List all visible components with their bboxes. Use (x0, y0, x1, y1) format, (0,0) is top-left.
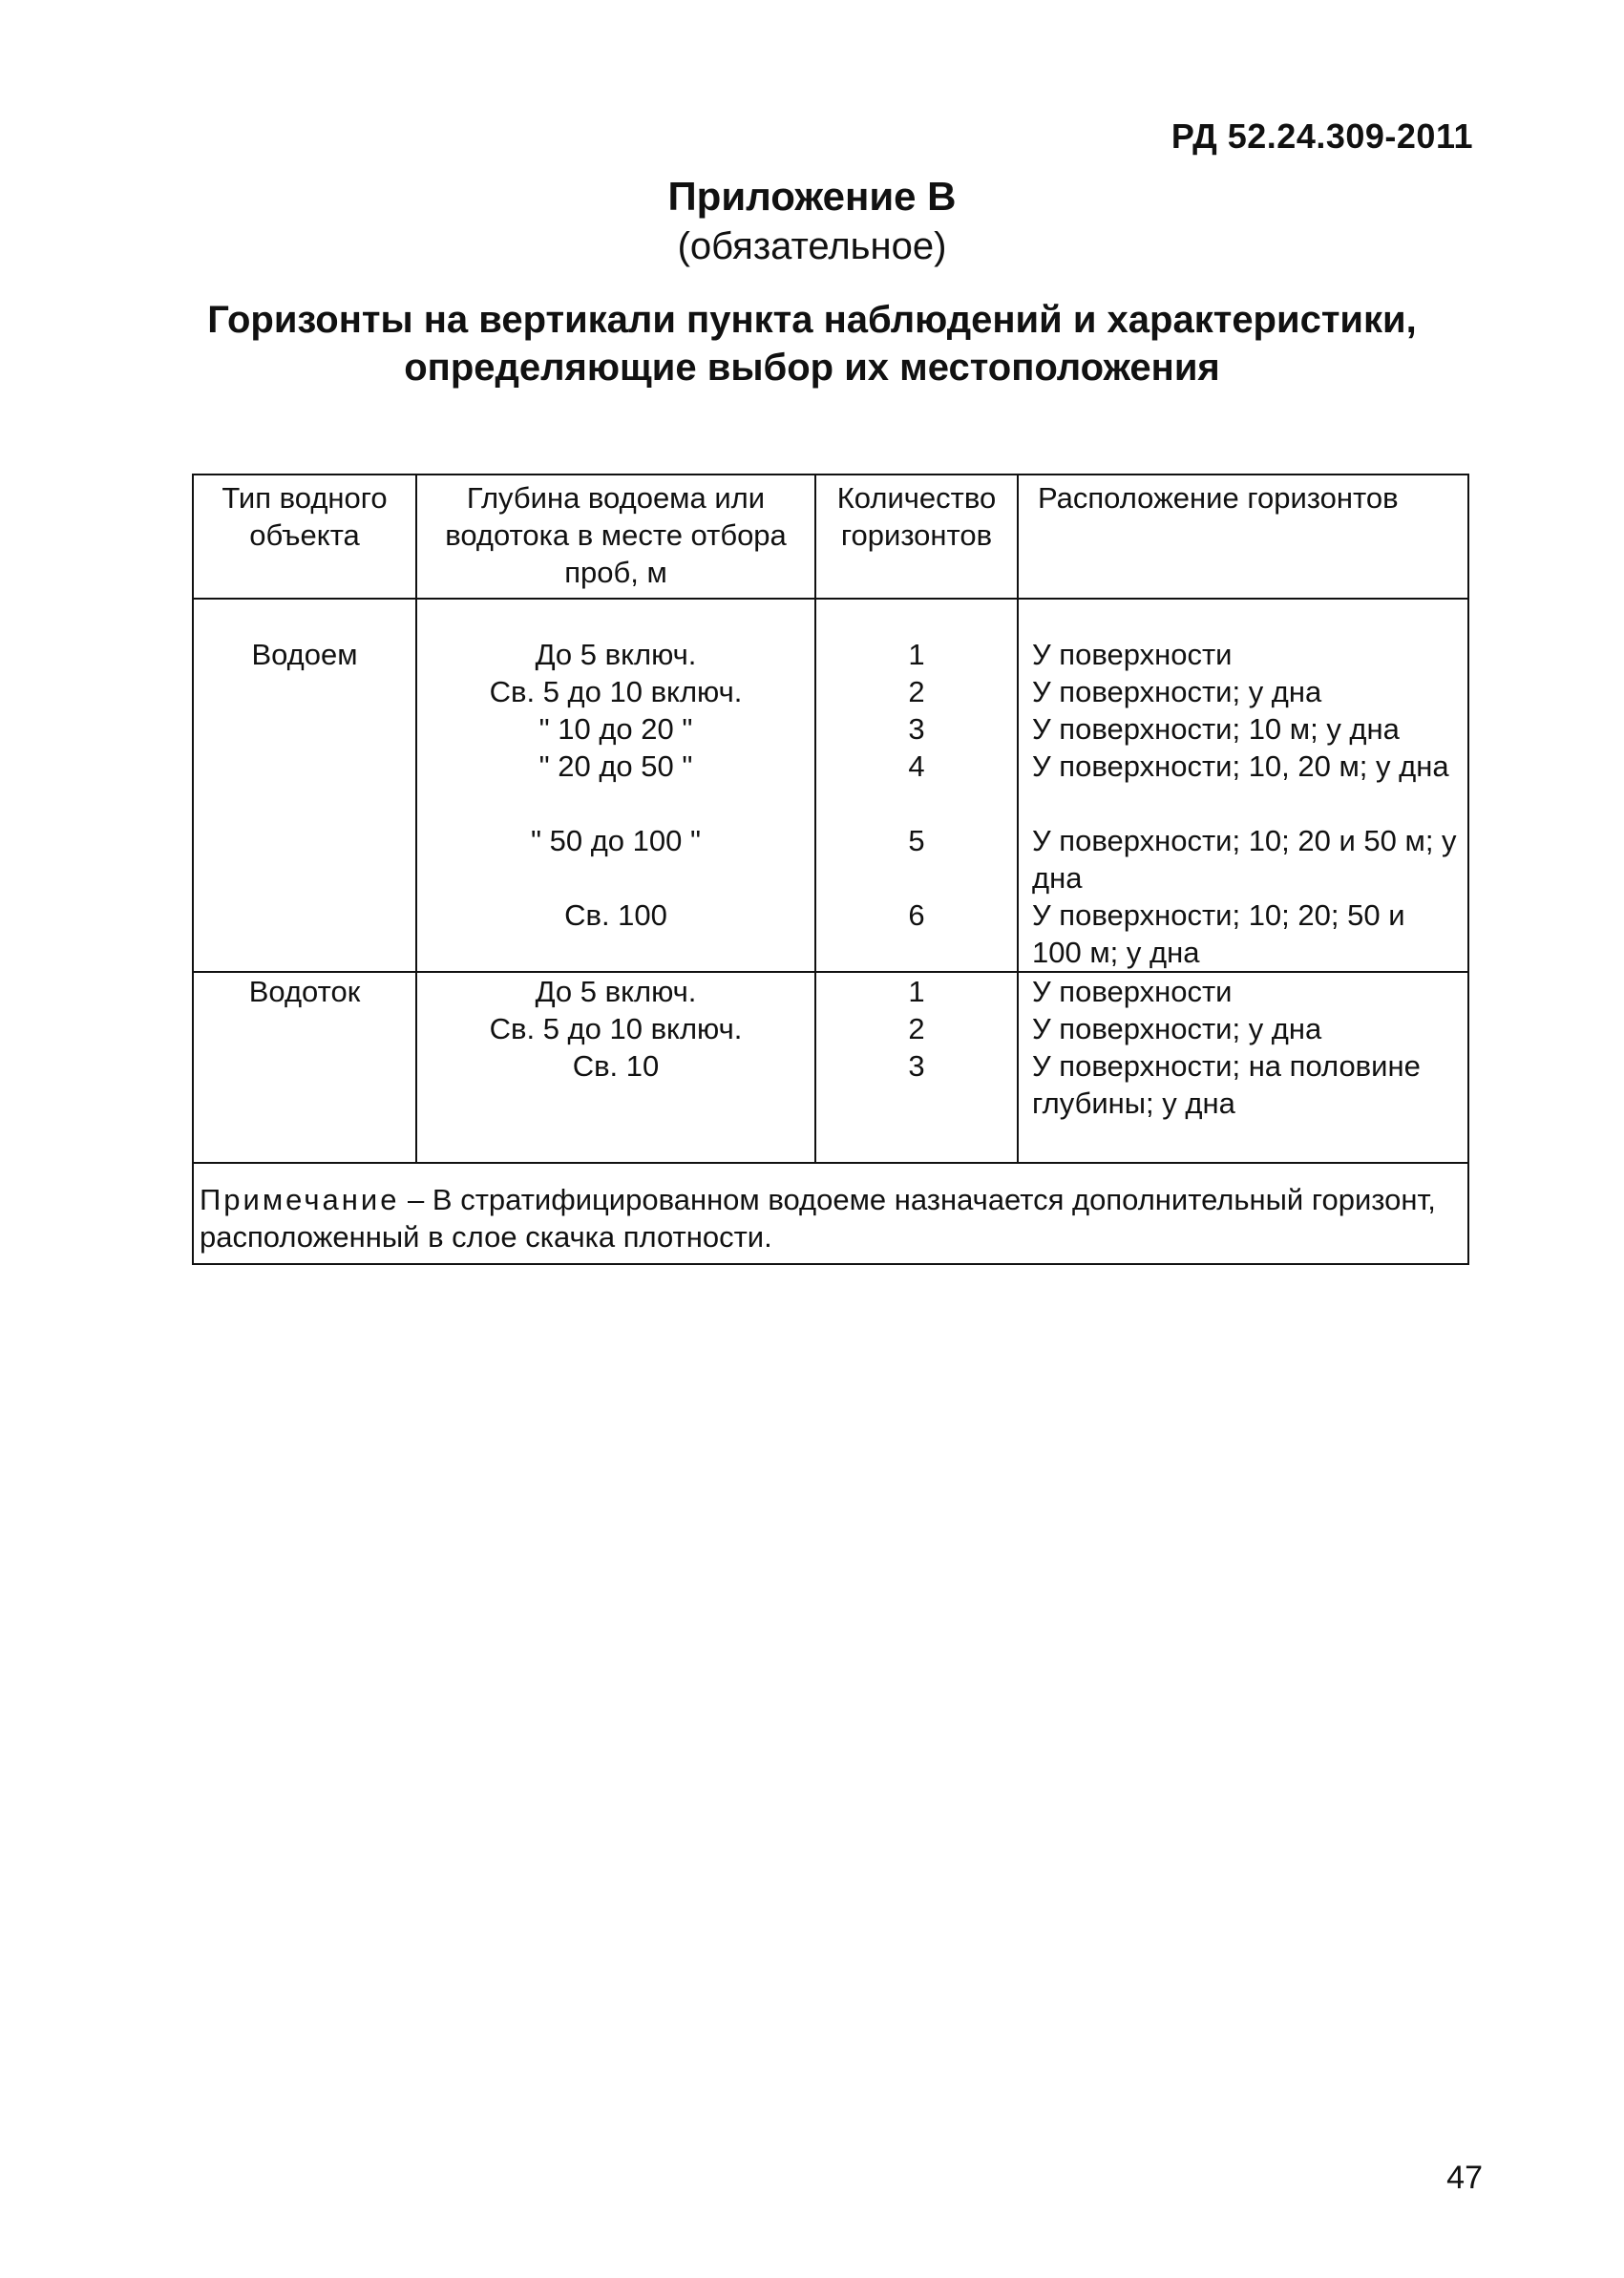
depth-value: " 50 до 100 " (531, 824, 701, 857)
water-body-type: Водоток (193, 972, 416, 1163)
page-number: 47 (1446, 2160, 1483, 2196)
count-value: 4 (908, 749, 925, 783)
location-cell (1018, 599, 1468, 972)
depth-cell (416, 599, 815, 972)
count-value: 2 (908, 1012, 925, 1045)
table-note-row (193, 1163, 1468, 1264)
location-value: У поверхности; у дна (1032, 675, 1322, 708)
location-value: У поверхности (1032, 638, 1233, 671)
location-value: У поверхности; 10; 20 и 50 м; у дна (1032, 824, 1457, 895)
depth-value: Св. 5 до 10 включ. (489, 675, 743, 708)
location-value: У поверхности; на половине глубины; у дна (1032, 1049, 1421, 1120)
header-type: Тип водного объекта (193, 475, 416, 599)
note-text: – В стратифицированном водоеме назначается дополнительный горизонт, расположенный в слое скачка плотности. (200, 1183, 1436, 1254)
location-value: У поверхности; 10 м; у дна (1032, 712, 1400, 746)
count-value: 1 (908, 638, 925, 671)
appendix-status: (обязательное) (677, 225, 947, 267)
horizons-table (192, 474, 1469, 1265)
count-value: 6 (908, 898, 925, 932)
count-cell (815, 972, 1018, 1163)
table-title (143, 296, 1481, 391)
depth-value: Св. 10 (572, 1049, 660, 1083)
count-value: 5 (908, 824, 925, 857)
count-value: 3 (908, 1049, 925, 1083)
count-cell (815, 599, 1018, 972)
depth-value: Св. 5 до 10 включ. (489, 1012, 743, 1045)
table-title-line-2: определяющие выбор их местоположения (404, 347, 1220, 389)
location-value: У поверхности; у дна (1032, 1012, 1322, 1045)
count-value: 1 (908, 975, 925, 1008)
location-cell (1018, 972, 1468, 1163)
location-value: У поверхности; 10; 20; 50 и 100 м; у дна (1032, 898, 1405, 969)
table-row-watercourse (193, 972, 1468, 1163)
document-code: РД 52.24.309-2011 (1171, 116, 1473, 156)
depth-cell (416, 972, 815, 1163)
depth-value: Св. 100 (564, 898, 667, 932)
table-title-line-1: Горизонты на вертикали пункта наблюдений и характеристики, (207, 299, 1417, 341)
depth-value: " 20 до 50 " (538, 749, 693, 783)
table-note (193, 1163, 1468, 1264)
depth-value: До 5 включ. (535, 975, 697, 1008)
note-label: Примечание (200, 1183, 400, 1216)
count-value: 2 (908, 675, 925, 708)
header-depth: Глубина водоема или водотока в месте отбора проб, м (416, 475, 815, 599)
location-value: У поверхности (1032, 975, 1233, 1008)
header-location: Расположение горизонтов (1018, 475, 1468, 599)
water-body-type: Водоем (193, 599, 416, 972)
table-header-row (193, 475, 1468, 599)
table-row-reservoir (193, 599, 1468, 972)
appendix-title: Приложение В (667, 174, 957, 219)
count-value: 3 (908, 712, 925, 746)
depth-value: " 10 до 20 " (538, 712, 693, 746)
header-count: Количество горизонтов (815, 475, 1018, 599)
depth-value: До 5 включ. (535, 638, 697, 671)
location-value: У поверхности; 10, 20 м; у дна (1032, 749, 1449, 783)
